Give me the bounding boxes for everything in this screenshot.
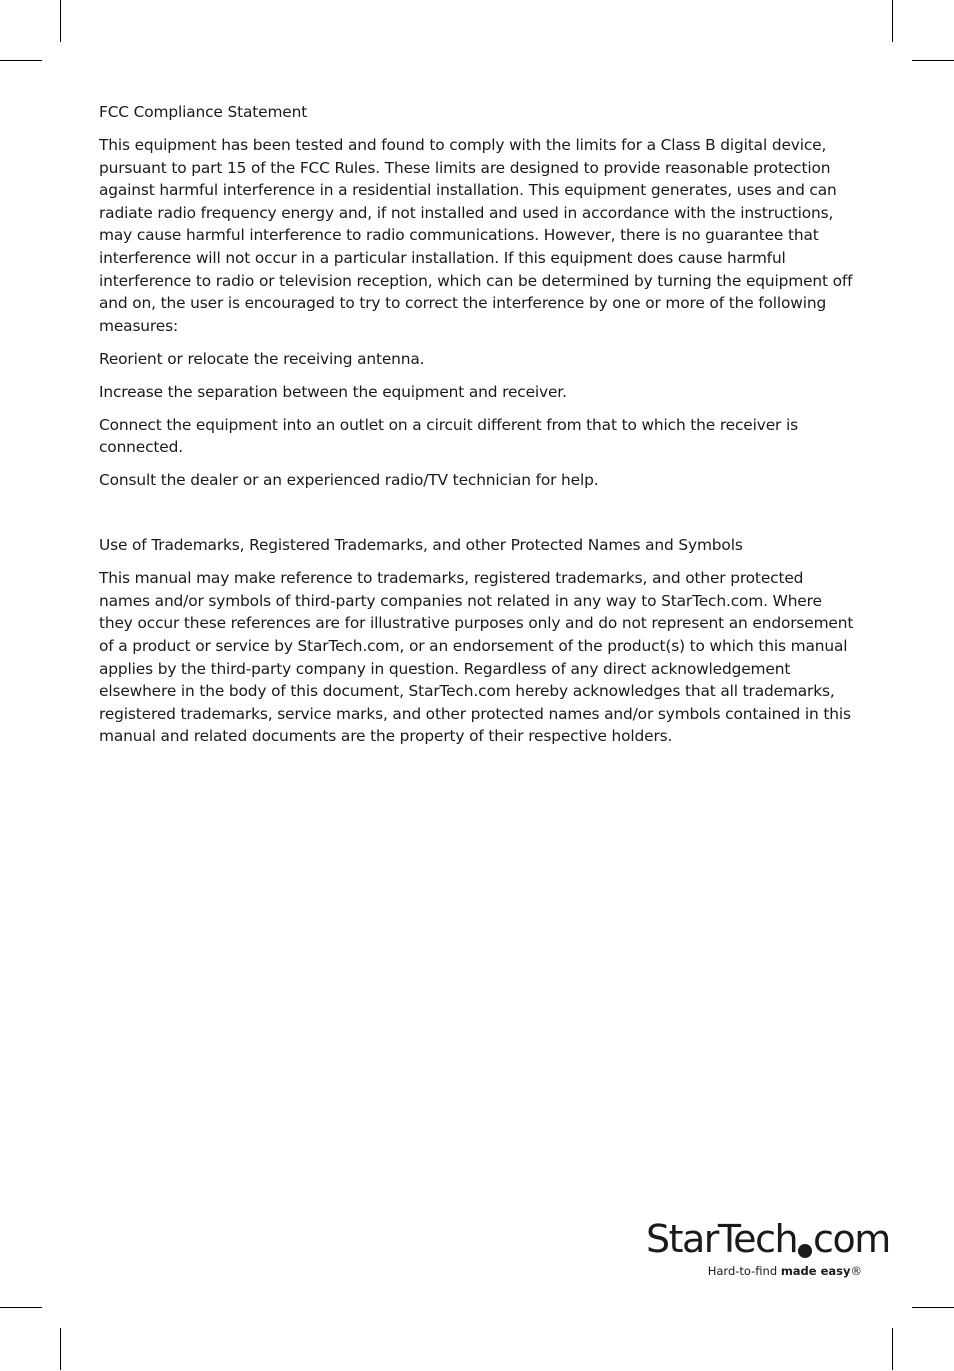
logo-brand-left: StarTech (646, 1217, 798, 1261)
crop-mark-top-right-horizontal (912, 60, 954, 61)
fcc-heading: FCC Compliance Statement (99, 103, 308, 121)
fcc-measure-item: Reorient or relocate the receiving antenna. (99, 349, 425, 368)
fcc-measure-item: Consult the dealer or an experienced radio/TV technician for help. (99, 471, 599, 490)
logo-tagline-regular: Hard-to-find (707, 1264, 781, 1278)
logo-dot-icon (798, 1244, 812, 1258)
fcc-measure-item: Increase the separation between the equipment and receiver. (99, 382, 567, 401)
logo-tagline-bold: made easy (780, 1264, 851, 1278)
logo-wordmark (646, 1216, 890, 1262)
document-body (99, 101, 857, 758)
logo-brand-right: com (813, 1217, 890, 1261)
crop-mark-bottom-right-horizontal (912, 1307, 954, 1308)
crop-mark-top-left-horizontal (0, 60, 42, 61)
section-spacer (99, 502, 857, 534)
fcc-intro-paragraph: This equipment has been tested and found to comply with the limits for a Class B digital device, pursuant to part 15 of the FCC Rules. These limits are designed to provide reasonable protection against harmful interference in a residential installation. This equipment generates, uses and can radiate radio frequency energy and, if not installed and used in accordance with the instructions, may cause harmful interference to radio communications. However, there is no guarantee that interference will not occur in a particular installation. If this equipment does cause harmful interference to radio or television reception, which can be determined by turning the equipment off and on, the user is encouraged to try to correct the interference by one or more of the following measures: (99, 135, 853, 335)
crop-mark-top-right-vertical (892, 0, 893, 42)
crop-mark-bottom-left-horizontal (0, 1307, 42, 1308)
crop-mark-bottom-left-vertical (60, 1328, 61, 1370)
trademarks-paragraph: This manual may make reference to trademarks, registered trademarks, and other protected names and/or symbols of third-party companies not related in any way to StarTech.com. Where they occur these references are for illustrative purposes only and do not represent an endorsement of a product or service by StarTech.com, or an endorsement of the product(s) to which this manual applies by the third-party company in question. Regardless of any direct acknowledgement elsewhere in the body of this document, StarTech.com hereby acknowledges that all trademarks, registered trademarks, service marks, and other protected names and/or symbols contained in this manual and related documents are the property of their respective holders. (99, 569, 854, 746)
crop-mark-top-left-vertical (60, 0, 61, 42)
registered-mark: ® (850, 1264, 862, 1278)
trademarks-heading: Use of Trademarks, Registered Trademarks, and other Protected Names and Symbols (99, 536, 743, 555)
logo-tagline (708, 1264, 862, 1278)
fcc-measure-item: Connect the equipment into an outlet on a circuit different from that to which the receiver is connected. (99, 415, 798, 457)
crop-mark-bottom-right-vertical (892, 1328, 893, 1370)
startech-logo (646, 1216, 890, 1282)
